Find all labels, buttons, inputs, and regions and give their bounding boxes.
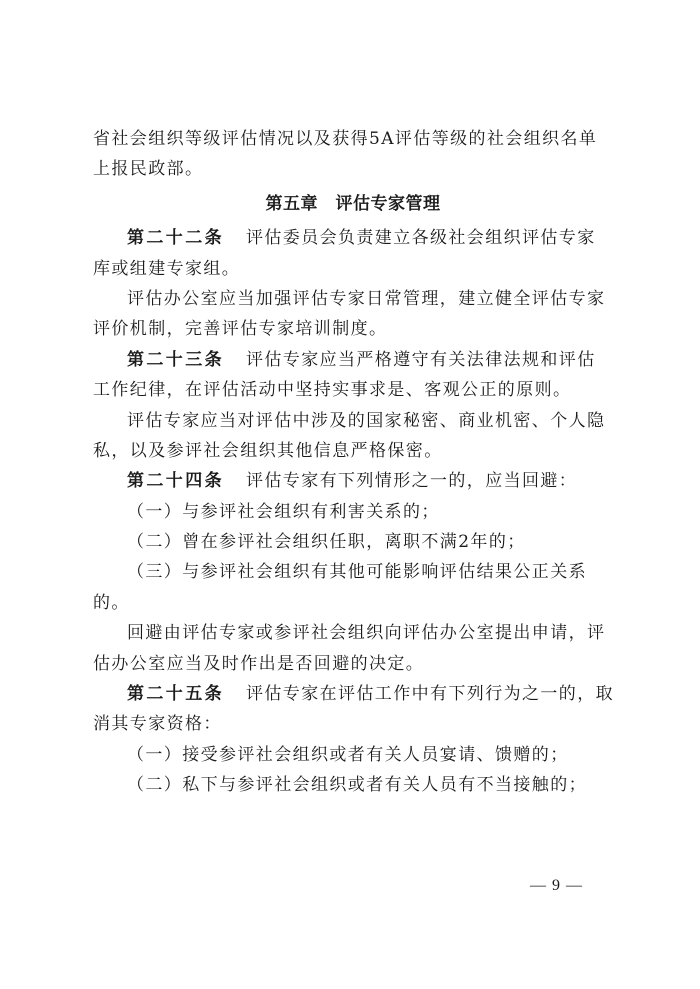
paragraph-line: 消其专家资格： xyxy=(93,714,222,735)
page-number: — 9 — xyxy=(530,877,583,894)
chapter-heading: 第五章 评估专家管理 xyxy=(265,193,441,214)
article-23 xyxy=(93,345,613,375)
paragraph-line: 评估专家应当对评估中涉及的国家秘密、商业机密、个人隐 xyxy=(127,410,606,431)
list-item: （一）与参评社会组织有利害关系的； xyxy=(127,501,440,522)
article-number: 第二十五条 xyxy=(127,684,224,705)
article-number: 第二十四条 xyxy=(127,471,224,492)
paragraph-line: 的。 xyxy=(93,592,130,613)
list-item: （二）私下与参评社会组织或者有关人员有不当接触的； xyxy=(127,775,587,796)
article-number: 第二十三条 xyxy=(127,349,224,370)
list-item: （一）接受参评社会组织或者有关人员宴请、馈赠的； xyxy=(127,744,569,765)
paragraph-line: 评估办公室应当加强评估专家日常管理，建立健全评估专家 xyxy=(127,288,606,309)
article-text: 评估专家在评估工作中有下列行为之一的，取 xyxy=(246,684,614,705)
paragraph-line: 回避由评估专家或参评社会组织向评估办公室提出申请，评 xyxy=(127,623,606,644)
paragraph-line: 省社会组织等级评估情况以及获得5A评估等级的社会组织名单 xyxy=(93,129,598,149)
paragraph-line: 上报民政部。 xyxy=(93,159,204,180)
article-number: 第二十二条 xyxy=(127,228,224,249)
article-text: 评估专家有下列情形之一的，应当回避： xyxy=(246,471,578,492)
article-24 xyxy=(93,466,613,496)
paragraph-line: 评价机制，完善评估专家培训制度。 xyxy=(93,319,388,340)
paragraph-line: 库或组建专家组。 xyxy=(93,258,241,279)
paragraph-line: 估办公室应当及时作出是否回避的决定。 xyxy=(93,653,425,674)
list-item: （三）与参评社会组织有其他可能影响评估结果公正关系 xyxy=(127,562,587,583)
article-text: 评估专家应当严格遵守有关法律法规和评估 xyxy=(246,349,596,370)
article-text: 评估委员会负责建立各级社会组织评估专家 xyxy=(246,228,596,249)
paragraph-line: 私，以及参评社会组织其他信息严格保密。 xyxy=(93,440,443,461)
list-item: （二）曾在参评社会组织任职，离职不满2年的； xyxy=(127,532,526,553)
article-22 xyxy=(93,223,613,253)
article-25 xyxy=(93,679,613,709)
document-body xyxy=(93,124,613,801)
paragraph-line: 工作纪律，在评估活动中坚持实事求是、客观公正的原则。 xyxy=(93,380,572,401)
